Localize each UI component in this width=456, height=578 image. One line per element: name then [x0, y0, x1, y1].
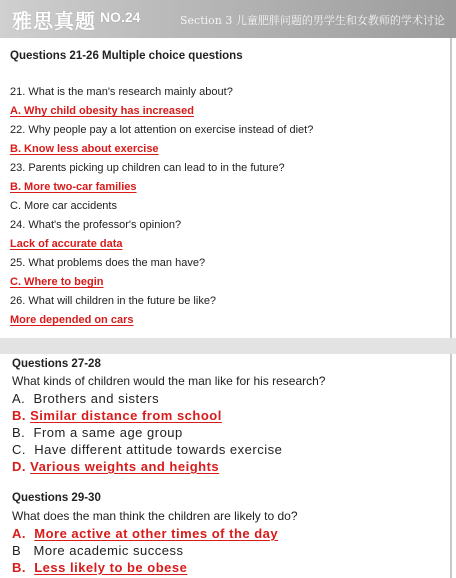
question-27-28: What kinds of children would the man like for his research? — [12, 374, 326, 388]
option-letter: B. — [12, 560, 26, 575]
answer-line: A. Why child obesity has increased — [10, 105, 194, 117]
question-29-30: What does the man think the children are likely to do? — [12, 509, 298, 523]
option-letter: B. — [12, 408, 26, 423]
option-b-answer — [12, 408, 222, 423]
heading-27-28: Questions 27-28 — [12, 358, 101, 370]
option-text: Less likely to be obese — [34, 560, 188, 575]
question-line: 23. Parents picking up children can lead to in the future? — [10, 162, 285, 174]
option-c — [12, 442, 282, 457]
option-text: Brothers and sisters — [33, 391, 160, 406]
option-a — [12, 391, 159, 406]
option-text: More active at other times of the day — [34, 526, 279, 541]
option-b — [12, 425, 183, 440]
question-line: 21. What is the man's research mainly about? — [10, 86, 233, 98]
answer-line: B. Know less about exercise — [10, 143, 159, 155]
option-text: Similar distance from school — [30, 408, 222, 423]
question-line: 24. What's the professor's opinion? — [10, 219, 182, 231]
answer-line: More depended on cars — [10, 314, 134, 326]
option-text: From a same age group — [33, 425, 183, 440]
question-line: 26. What will children in the future be like? — [10, 295, 217, 307]
option-b — [12, 543, 183, 558]
section-divider — [0, 338, 456, 354]
questions-21-26-panel — [6, 38, 452, 338]
option-letter: B — [12, 543, 22, 558]
banner-number: NO.24 — [100, 9, 141, 25]
question-line: 22. Why people pay a lot attention on exercise instead of diet? — [10, 124, 314, 136]
option-line: C. More car accidents — [10, 200, 117, 212]
option-letter: A. — [12, 526, 26, 541]
question-line: 25. What problems does the man have? — [10, 257, 206, 269]
answer-line: B. More two-car families — [10, 181, 137, 193]
option-letter: B. — [12, 425, 26, 440]
option-d-answer — [12, 459, 219, 474]
option-letter: D. — [12, 459, 26, 474]
banner-title: 雅思真题 — [12, 9, 96, 33]
option-b-answer — [12, 560, 187, 575]
option-text: More academic success — [33, 543, 184, 558]
option-letter: C. — [12, 442, 26, 457]
option-text: Have different attitude towards exercise — [34, 442, 283, 457]
part1-title: Questions 21-26 Multiple choice questions — [10, 50, 243, 62]
banner-section: Section 3 儿童肥胖问题的男学生和女教师的学术讨论 — [180, 14, 445, 27]
page-banner — [0, 0, 456, 38]
option-text: Various weights and heights — [30, 459, 220, 474]
questions-27-30-panel — [6, 354, 452, 578]
option-a-answer — [12, 526, 278, 541]
answer-line: C. Where to begin — [10, 276, 104, 288]
answer-line: Lack of accurate data — [10, 238, 123, 250]
heading-29-30: Questions 29-30 — [12, 492, 101, 504]
option-letter: A. — [12, 391, 26, 406]
